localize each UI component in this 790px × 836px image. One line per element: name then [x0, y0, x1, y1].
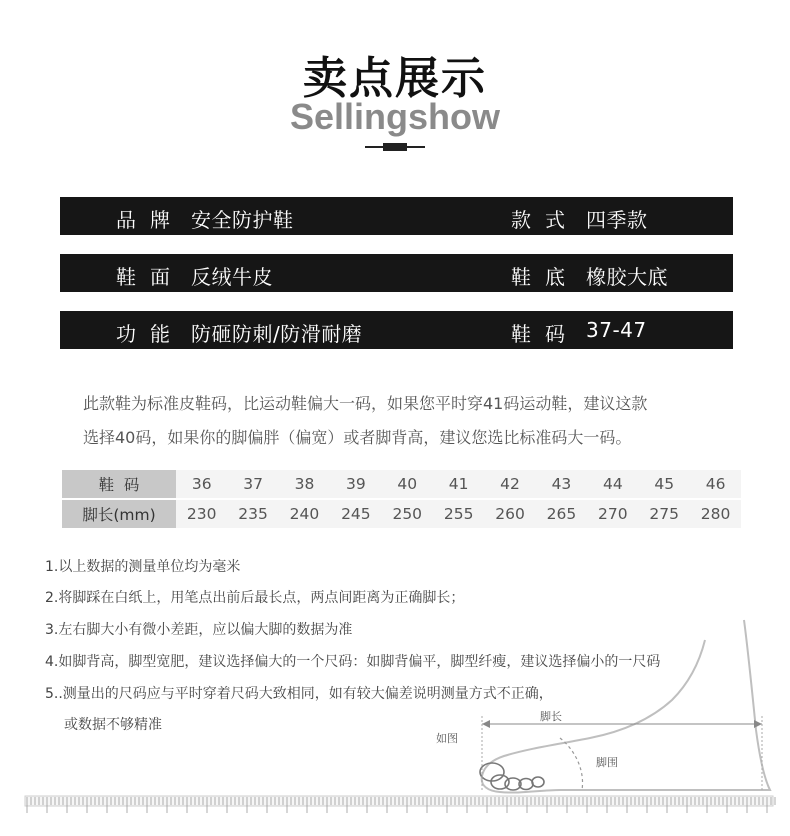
spec-key: 鞋底: [511, 265, 579, 289]
spec-value: 反绒牛皮: [191, 265, 273, 289]
spec-key: 鞋面: [116, 265, 184, 289]
note-2: 2.将脚踩在白纸上，用笔点出前后最长点，两点间距离为正确脚长；: [45, 590, 465, 606]
table-head: 脚长(mm): [62, 500, 176, 528]
length-cell: 275: [639, 500, 690, 528]
table-head: 鞋 码: [62, 470, 176, 498]
advice-line-1: 此款鞋为标准皮鞋码，比运动鞋偏大一码，如果您平时穿41码运动鞋，建议这款: [83, 394, 648, 413]
length-cell: 270: [587, 500, 638, 528]
arrow-head-right: [754, 720, 762, 728]
length-cell: 230: [176, 500, 227, 528]
spec-value: 橡胶大底: [586, 265, 668, 289]
length-cell: 240: [279, 500, 330, 528]
note-5: 5..测量出的尺码应与平时穿着尺码大致相同，如有较大偏差说明测量方式不正确，: [45, 686, 553, 702]
length-cell: 255: [433, 500, 484, 528]
size-cell: 42: [484, 470, 535, 498]
size-cell: 40: [382, 470, 433, 498]
spec-key: 功能: [116, 322, 184, 346]
length-cell: 260: [484, 500, 535, 528]
note-4: 4.如脚背高，脚型宽肥，建议选择偏大的一个尺码：如脚背偏平，脚型纤瘦，建议选择偏小的一尺码: [45, 654, 661, 670]
arrow-head-left: [482, 720, 490, 728]
diagram-label-girth: 脚围: [596, 756, 618, 769]
length-cell: 280: [690, 500, 741, 528]
length-cell: 250: [382, 500, 433, 528]
spec-key: 品牌: [116, 208, 184, 232]
note-5-continuation: 或数据不够精准: [64, 717, 162, 733]
diagram-label-figure: 如图: [436, 732, 458, 745]
length-cell: 235: [227, 500, 278, 528]
size-cell: 41: [433, 470, 484, 498]
size-cell: 38: [279, 470, 330, 498]
size-cell: 44: [587, 470, 638, 498]
spec-value: 安全防护鞋: [191, 208, 294, 232]
size-cell: 36: [176, 470, 227, 498]
spec-value: 四季款: [586, 208, 648, 232]
length-cell: 265: [536, 500, 587, 528]
size-cell: 46: [690, 470, 741, 498]
spec-value: 37-47: [586, 318, 647, 342]
size-cell: 39: [330, 470, 381, 498]
spec-key: 鞋码: [511, 322, 579, 346]
spec-key: 款式: [511, 208, 579, 232]
diagram-label-length: 脚长: [540, 710, 562, 723]
note-1: 1.以上数据的测量单位均为毫米: [45, 559, 241, 575]
spec-value: 防砸防刺/防滑耐磨: [191, 322, 363, 346]
girth-curve: [560, 738, 583, 790]
size-cell: 43: [536, 470, 587, 498]
toe: [532, 777, 544, 787]
length-cell: 245: [330, 500, 381, 528]
page-title: 卖点展示: [303, 53, 487, 104]
foot-outline: [482, 620, 770, 793]
size-cell: 45: [639, 470, 690, 498]
note-3: 3.左右脚大小有微小差距，应以偏大脚的数据为准: [45, 622, 353, 638]
page-subtitle: Sellingshow: [289, 96, 501, 137]
advice-line-2: 选择40码，如果你的脚偏胖（偏宽）或者脚背高，建议您选比标准码大一码。: [83, 428, 632, 447]
size-cell: 37: [227, 470, 278, 498]
